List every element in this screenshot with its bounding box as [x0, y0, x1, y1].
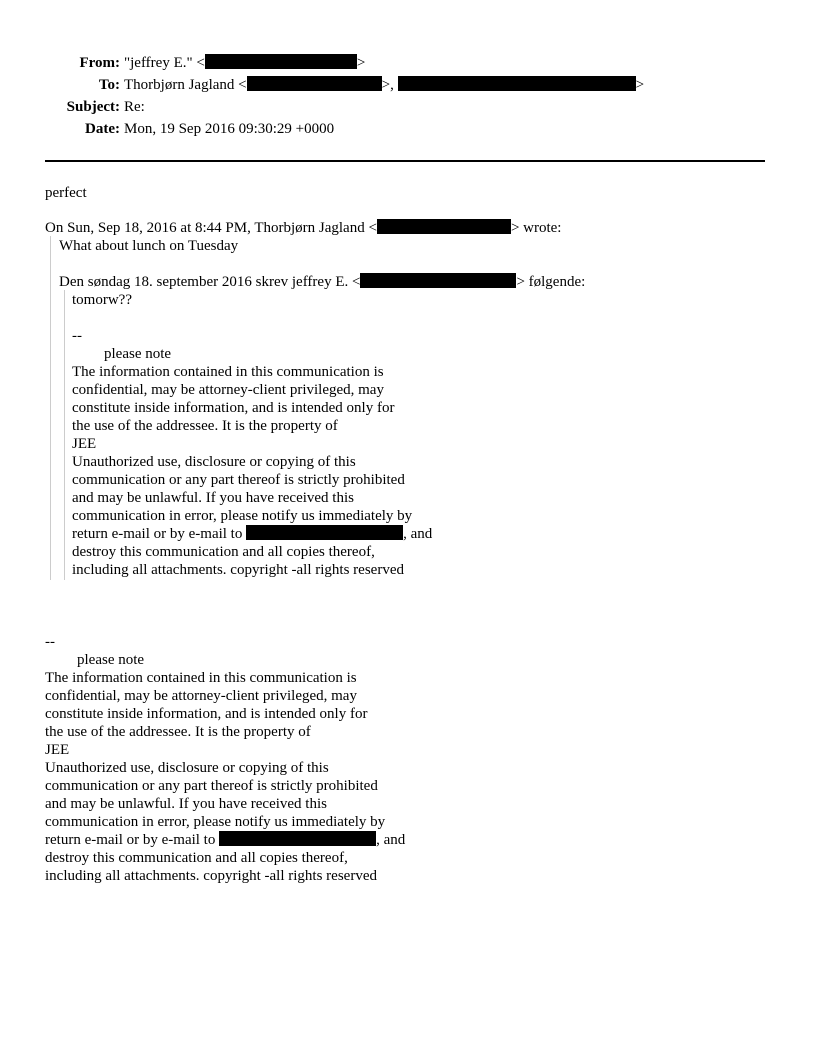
- from-value: "jeffrey E." < >: [124, 55, 366, 71]
- subject-value: Re:: [124, 99, 145, 115]
- signature-line: the use of the addressee. It is the property of: [45, 724, 311, 740]
- signature-line: communication in error, please notify us immediately by: [72, 508, 413, 524]
- quote-text-2: tomorw??: [72, 292, 132, 308]
- quote-attribution-1: On Sun, Sep 18, 2016 at 8:44 PM, Thorbjørn Jagland < > wrote:: [45, 220, 562, 236]
- redacted-email: [360, 273, 516, 288]
- signature-line: confidential, may be attorney-client privileged, may: [45, 688, 357, 704]
- signature-line: The information contained in this communication is: [72, 364, 384, 380]
- signature-line: constitute inside information, and is intended only for: [72, 400, 395, 416]
- quote-bar-outer: [50, 236, 51, 580]
- signature-line: Unauthorized use, disclosure or copying of this: [72, 454, 356, 470]
- quote-bar-inner: [64, 290, 65, 580]
- redacted-email: [247, 76, 382, 91]
- quote-attribution-2: Den søndag 18. september 2016 skrev jeffrey E. < > følgende:: [59, 274, 586, 290]
- signature-line: communication or any part thereof is strictly prohibited: [72, 472, 405, 488]
- redacted-email: [246, 525, 403, 540]
- signature-line: destroy this communication and all copies thereof,: [72, 544, 375, 560]
- signature-email-line: return e-mail or by e-mail to , and: [45, 832, 406, 848]
- signature-note: please note: [104, 346, 172, 362]
- from-label: From:: [79, 55, 120, 71]
- signature-line: communication or any part thereof is strictly prohibited: [45, 778, 378, 794]
- signature-line: confidential, may be attorney-client privileged, may: [72, 382, 384, 398]
- date-label: Date:: [85, 121, 120, 137]
- quote-text-1: What about lunch on Tuesday: [59, 238, 239, 254]
- signature-line: destroy this communication and all copies thereof,: [45, 850, 348, 866]
- to-label: To:: [98, 77, 120, 93]
- signature-line: The information contained in this communication is: [45, 670, 357, 686]
- signature-line: JEE: [72, 436, 97, 452]
- signature-line: Unauthorized use, disclosure or copying of this: [45, 760, 329, 776]
- to-name: Thorbjørn Jagland <: [124, 77, 247, 93]
- redacted-email: [219, 831, 376, 846]
- signature-line: communication in error, please notify us immediately by: [45, 814, 386, 830]
- signature-email-line: return e-mail or by e-mail to , and: [72, 526, 433, 542]
- signature-note: please note: [77, 652, 145, 668]
- redacted-email: [398, 76, 636, 91]
- date-value: Mon, 19 Sep 2016 09:30:29 +0000: [124, 121, 335, 137]
- signature-line: constitute inside information, and is intended only for: [45, 706, 368, 722]
- redacted-email: [205, 54, 357, 69]
- reply-text: perfect: [45, 185, 87, 201]
- signature-line: the use of the addressee. It is the property of: [72, 418, 338, 434]
- from-name: "jeffrey E." <: [124, 55, 205, 71]
- signature-line: and may be unlawful. If you have received this: [72, 490, 354, 506]
- signature-dashes: --: [72, 328, 82, 344]
- signature-dashes: --: [45, 634, 55, 650]
- signature-line: including all attachments. copyright -all rights reserved: [45, 868, 377, 884]
- signature-line: and may be unlawful. If you have received this: [45, 796, 327, 812]
- signature-line: JEE: [45, 742, 70, 758]
- signature-line: including all attachments. copyright -all rights reserved: [72, 562, 404, 578]
- redacted-email: [377, 219, 511, 234]
- to-value: Thorbjørn Jagland < >, >: [124, 77, 645, 93]
- subject-label: Subject:: [66, 99, 120, 115]
- header-divider: [45, 160, 765, 162]
